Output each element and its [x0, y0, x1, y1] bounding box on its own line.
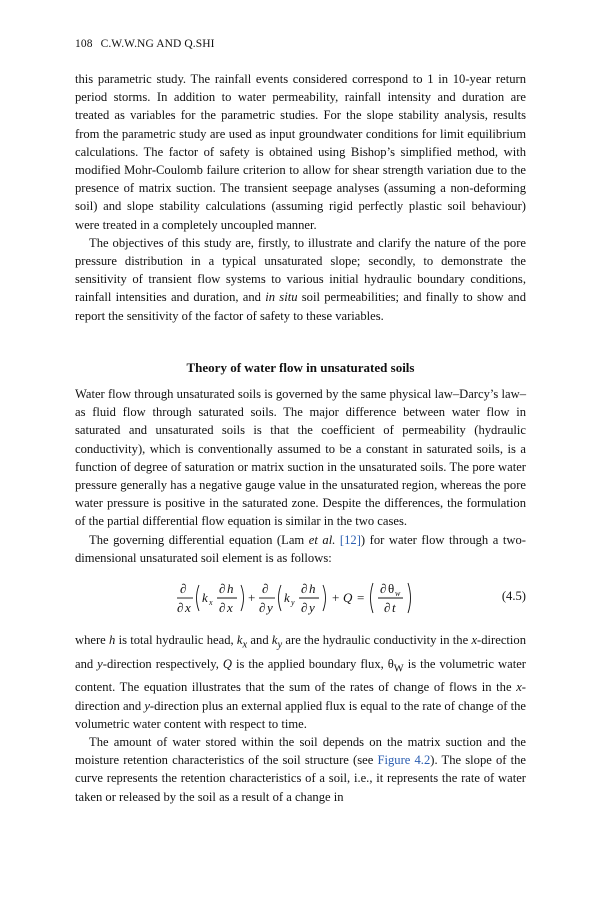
- svg-text:+: +: [248, 590, 256, 605]
- equation-4-5: [75, 575, 526, 621]
- partial-symbol: ∂: [180, 581, 187, 596]
- svg-text:∂: ∂: [380, 581, 387, 596]
- svg-text:y: y: [309, 600, 315, 615]
- equation-number: (4.5): [501, 589, 526, 603]
- theory-text-block: [75, 385, 526, 567]
- running-header: [75, 38, 215, 50]
- equation-graphic: [175, 575, 515, 621]
- svg-text:θ: θ: [388, 581, 395, 596]
- paragraph-water-storage: The amount of water stored within the soil depends on the matrix suction and the moisture retention characteristics of the soil structure (see Figure 4.2). The slope of the curve represents the retention characteristics of a soil, i.e., it represents the rate of water taken or released by the soil as a result of a change in: [75, 735, 527, 804]
- svg-text:h: h: [309, 581, 316, 596]
- svg-text:∂: ∂: [384, 600, 391, 615]
- svg-text:+: +: [332, 590, 340, 605]
- svg-text:k: k: [284, 590, 290, 605]
- svg-text:∂: ∂: [219, 600, 226, 615]
- figure-link[interactable]: Figure 4.2: [377, 753, 431, 768]
- intro-text-block: [75, 70, 526, 325]
- svg-text:x: x: [227, 600, 233, 615]
- page-number: 108: [75, 38, 93, 50]
- svg-text:k: k: [202, 590, 208, 605]
- svg-text:x: x: [185, 600, 191, 615]
- paragraph-darcy-law: Water flow through unsaturated soils is governed by the same physical law–Darcy’s law–as fluid flow through saturated soils. The major difference between water flow in saturated and unsaturated soils is that the coefficient of permeability (hydraulic conductivity), which is conventionally assumed to be a constant in saturated soils, is a function of degree of saturation or matrix suction in the unsaturated soils. The pore water pressure generally has a negative gauge value in the unsaturated region, whereas the pore water pressure is positive in the saturated zone. Despite the differences, the formulation of the partial differential flow equation is similar in the two cases.: [75, 387, 526, 529]
- section-heading: Theory of water flow in unsaturated soils: [186, 360, 415, 375]
- svg-text:∂: ∂: [301, 600, 308, 615]
- paragraph-objectives: The objectives of this study are, firstly, to illustrate and clarify the nature of the pore pressure distribution in a typical unsaturated slope; secondly, to demonstrate the sensitivity of transient flow systems to various initial hydraulic boundary conditions, rainfall intensities and duration, and in situ soil permeabilities; and finally to show and report the sensitivity of the factor of safety to these variables.: [75, 235, 526, 323]
- svg-text:y: y: [267, 600, 273, 615]
- svg-text:y: y: [291, 598, 295, 607]
- svg-text:∂: ∂: [262, 581, 269, 596]
- svg-text:∂: ∂: [301, 581, 308, 596]
- svg-text:∂: ∂: [177, 600, 184, 615]
- paragraph-variable-definitions: where h is total hydraulic head, $k_x$ and $k_y$ are the hydraulic conductivity in the x-direction and y-direction respectively, Q is the applied boundary flux, $\theta_W$ is the volumetric water content. The equation illustrates that the sum of the rates of change of flows in the x-direction and y-direction plus an external applied flux is equal to the rate of change of the volumetric water content with respect to time.: [75, 633, 527, 731]
- paragraph-parametric-study: this parametric study. The rainfall events considered correspond to 1 in 10-year return period storms. In addition to water permeability, rainfall intensity and duration are treated as variables for the parametric studies. For the slope stability analysis, results from the parametric study are used as input groundwater conditions for limit equilibrium calculations. The factor of safety is obtained using Bishop’s simplified method, with modified Mohr-Coulomb failure criterion to allow for shear strength variation due to the presence of matrix suction. The transient seepage analyses (assuming a non-deforming soil) and slope stability calculations (assuming rigid perfectly plastic soil behaviour) were treated in a completely uncoupled manner.: [75, 72, 526, 232]
- svg-text:∂: ∂: [219, 581, 226, 596]
- svg-text:w: w: [395, 589, 401, 598]
- svg-text:∂: ∂: [259, 600, 266, 615]
- svg-text:=: =: [357, 590, 365, 605]
- svg-text:t: t: [392, 600, 396, 615]
- svg-text:x: x: [209, 598, 213, 607]
- svg-text:Q: Q: [343, 590, 353, 605]
- svg-text:h: h: [227, 581, 234, 596]
- author-names: C.W.W.NG AND Q.SHI: [100, 38, 215, 50]
- reference-link[interactable]: [12]: [339, 532, 361, 547]
- paragraph-governing-equation: The governing differential equation (Lam et al. [12]) for water flow through a two-dimensional unsaturated soil element is as follows:: [75, 532, 527, 565]
- in-situ-italic: in situ: [265, 290, 298, 305]
- explanation-text-block: [75, 631, 526, 806]
